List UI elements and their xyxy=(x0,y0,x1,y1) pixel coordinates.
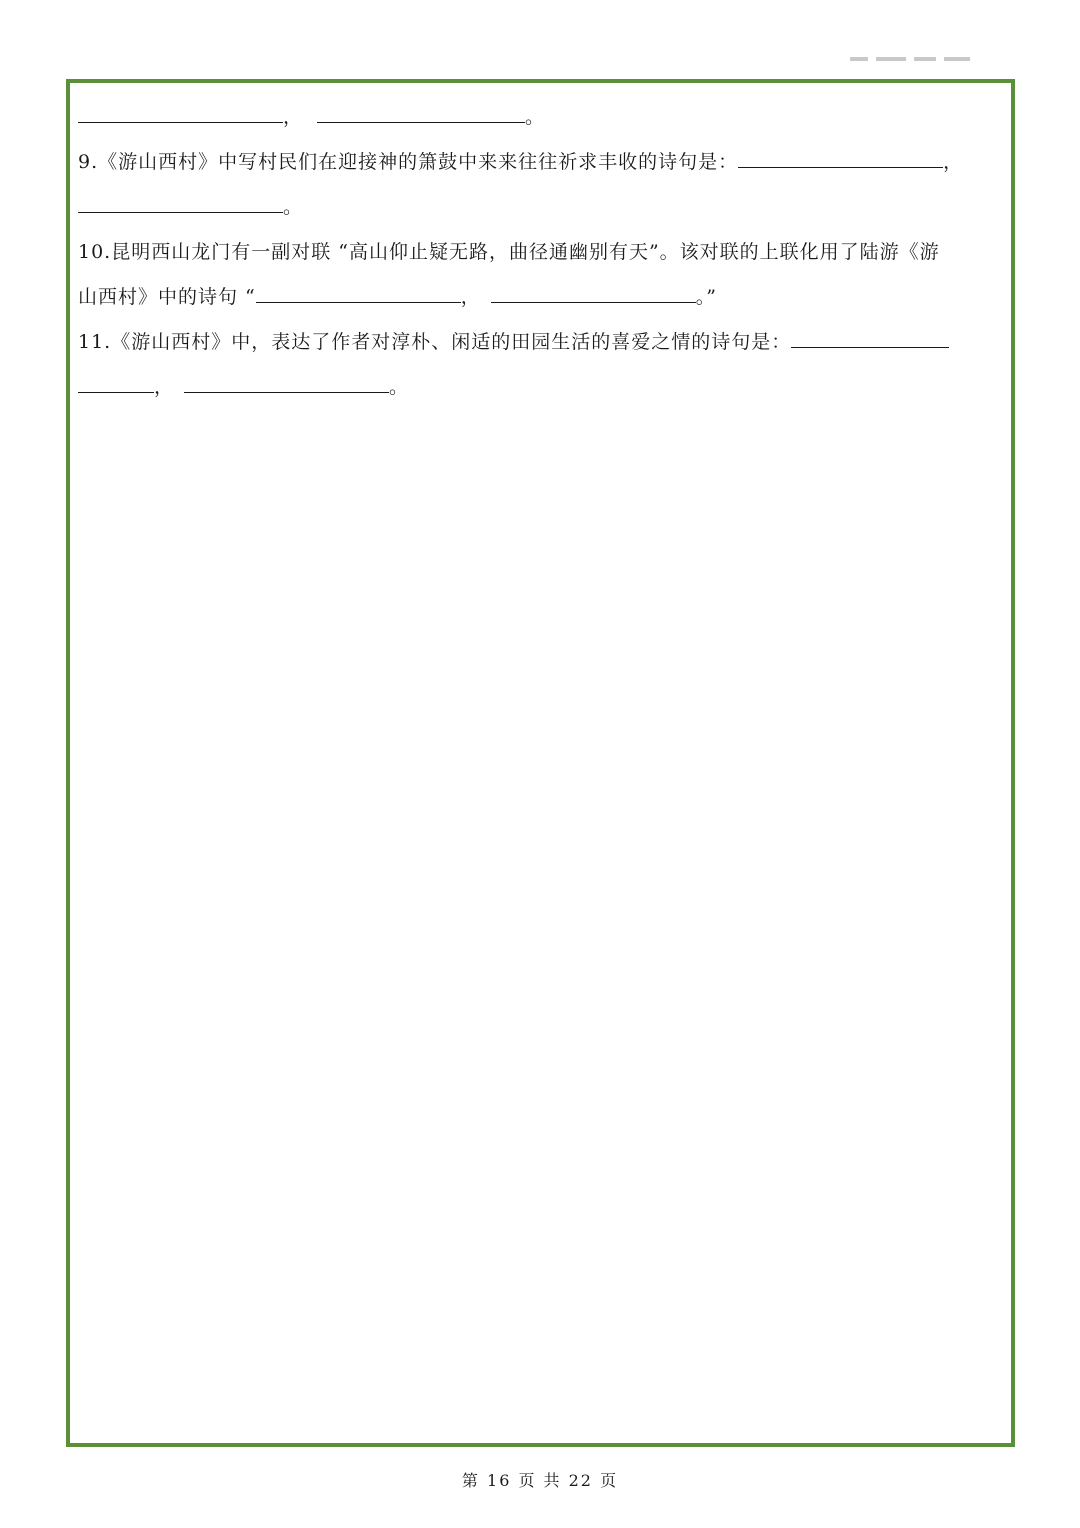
comma: ， xyxy=(154,376,175,398)
period: 。 xyxy=(525,106,546,128)
question-9-text: 9.《游山西村》中写村民们在迎接神的箫鼓中来来往往祈求丰收的诗句是： xyxy=(78,151,739,173)
question-11-text: 11.《游山西村》中，表达了作者对淳朴、闲适的田园生活的喜爱之情的诗句是： xyxy=(78,331,792,353)
closing-quote: 。” xyxy=(695,286,717,308)
q9-line xyxy=(78,140,1003,185)
q11-answer-line xyxy=(78,365,1003,410)
question-10-text: 10.昆明西山龙门有一副对联 “高山仰止疑无路，曲径通幽别有天”。该对联的上联化用了陆游《游 xyxy=(78,241,940,263)
answer-blank[interactable] xyxy=(78,98,283,123)
q10-line-2 xyxy=(78,275,1003,320)
period: 。 xyxy=(283,196,304,218)
page-number: 第 16 页 共 22 页 xyxy=(461,1471,619,1490)
q8-answer-line xyxy=(78,95,1003,140)
header-watermark xyxy=(850,44,990,62)
answer-blank[interactable] xyxy=(491,278,696,303)
period: 。 xyxy=(389,376,410,398)
q11-line xyxy=(78,320,1003,365)
answer-blank[interactable] xyxy=(78,368,154,393)
answer-blank[interactable] xyxy=(256,278,461,303)
answer-blank[interactable] xyxy=(791,323,949,348)
comma: ， xyxy=(283,106,304,128)
q9-answer-line xyxy=(78,185,1003,230)
answer-blank[interactable] xyxy=(78,188,283,213)
question-list xyxy=(78,95,1003,410)
comma: ， xyxy=(943,151,964,173)
answer-blank[interactable] xyxy=(184,368,389,393)
question-10-text-cont: 山西村》中的诗句 “ xyxy=(78,286,256,308)
answer-blank[interactable] xyxy=(317,98,525,123)
q10-line xyxy=(78,230,1003,275)
comma: ， xyxy=(460,286,481,308)
answer-blank[interactable] xyxy=(738,143,943,168)
